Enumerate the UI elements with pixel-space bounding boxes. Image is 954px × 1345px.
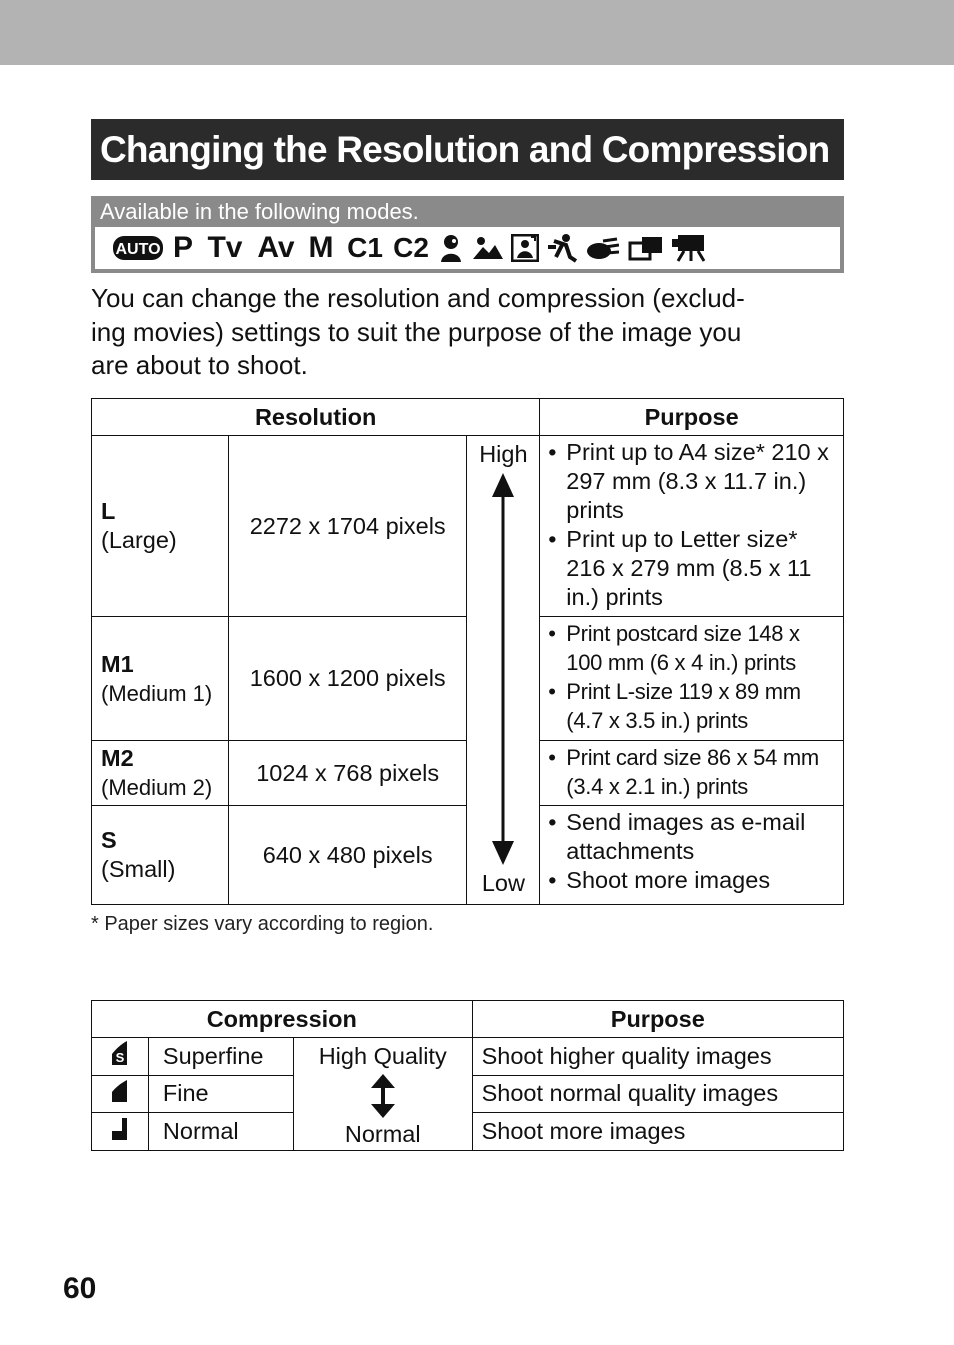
purpose-header: Purpose	[540, 399, 844, 436]
purpose-item: • Shoot more images	[548, 866, 837, 895]
scale-high-label: High	[479, 441, 528, 467]
page-number: 60	[63, 1272, 97, 1305]
auto-mode-icon	[109, 230, 167, 266]
purpose-cell	[540, 806, 844, 905]
resolution-code: S	[101, 827, 117, 853]
fast-shutter-mode-icon	[543, 230, 581, 266]
resolution-pixels: 1600 x 1200 pixels	[228, 617, 467, 741]
intro-line: ing movies) settings to suit the purpose of the image you	[91, 316, 742, 347]
compression-name: Superfine	[148, 1038, 293, 1076]
resolution-name: (Medium 1)	[101, 680, 213, 706]
resolution-label-medium1	[92, 617, 229, 741]
purpose-cell	[540, 617, 844, 741]
purpose-item: • Print postcard size 148 x 100 mm (6 x 4 in.) prints	[548, 619, 837, 677]
stitch-assist-mode-icon	[623, 230, 669, 266]
top-bar	[0, 0, 954, 65]
night-scene-mode-icon	[507, 230, 543, 266]
compression-header: Compression	[92, 1001, 473, 1038]
fine-icon	[92, 1075, 149, 1113]
purpose-item: • Send images as e-mail attachments	[548, 808, 837, 866]
compression-purpose: Shoot normal quality images	[472, 1075, 843, 1113]
landscape-mode-icon	[469, 230, 507, 266]
auto-mode-text: AUTO	[115, 241, 161, 258]
resolution-label-small	[92, 806, 229, 905]
footnote: * Paper sizes vary according to region.	[91, 913, 434, 935]
compression-purpose: Shoot more images	[472, 1113, 843, 1151]
manual-mode-icon: M	[308, 231, 334, 264]
movie-mode-icon	[669, 230, 709, 266]
intro-line: are about to shoot.	[91, 350, 308, 380]
resolution-header: Resolution	[92, 399, 540, 436]
vertical-double-arrow-icon	[370, 1074, 396, 1118]
intro-line: You can change the resolution and compression (exclud-	[91, 283, 745, 313]
c2-mode-icon: C2	[393, 232, 429, 263]
resolution-scale	[467, 436, 540, 905]
resolution-name: (Small)	[101, 856, 176, 882]
page-title: Changing the Resolution and Compression	[91, 119, 844, 180]
modes-icon-row	[95, 227, 840, 269]
resolution-pixels: 2272 x 1704 pixels	[228, 436, 467, 617]
compression-table	[91, 1000, 844, 1151]
compression-scale-high: High Quality	[318, 1043, 447, 1069]
compression-scale	[293, 1038, 472, 1151]
resolution-code: M2	[101, 745, 134, 771]
c1-mode-icon: C1	[347, 232, 383, 263]
compression-purpose: Shoot higher quality images	[472, 1038, 843, 1076]
resolution-label-medium2	[92, 741, 229, 806]
resolution-table	[91, 398, 844, 905]
slow-shutter-mode-icon	[581, 230, 623, 266]
resolution-pixels: 1024 x 768 pixels	[228, 741, 467, 806]
resolution-name: (Large)	[101, 527, 177, 553]
compression-purpose-header: Purpose	[472, 1001, 843, 1038]
purpose-cell	[540, 741, 844, 806]
scale-low-label: Low	[481, 870, 525, 896]
portrait-mode-icon	[433, 230, 469, 266]
purpose-item: • Print up to A4 size* 210 x 297 mm (8.3 x 11.7 in.) prints	[548, 438, 837, 525]
av-mode-icon: Av	[257, 231, 295, 264]
purpose-item: • Print L-size 119 x 89 mm (4.7 x 3.5 in.) prints	[548, 677, 837, 735]
normal-icon	[92, 1113, 149, 1151]
program-mode-icon: P	[172, 231, 193, 264]
compression-name: Normal	[148, 1113, 293, 1151]
modes-box	[91, 196, 844, 273]
tv-mode-icon: Tv	[207, 231, 243, 264]
purpose-item: • Print card size 86 x 54 mm (3.4 x 2.1 in.) prints	[548, 743, 837, 801]
compression-scale-low: Normal	[344, 1121, 421, 1147]
resolution-pixels: 640 x 480 pixels	[228, 806, 467, 905]
superfine-icon	[92, 1038, 149, 1076]
resolution-code: L	[101, 498, 116, 524]
resolution-label-large	[92, 436, 229, 617]
purpose-item: • Print up to Letter size* 216 x 279 mm (8.5 x 11 in.) prints	[548, 525, 837, 612]
resolution-code: M1	[101, 650, 134, 677]
compression-name: Fine	[148, 1075, 293, 1113]
modes-label: Available in the following modes.	[100, 199, 419, 224]
resolution-name: (Medium 2)	[101, 775, 213, 800]
vertical-double-arrow-icon	[488, 473, 518, 865]
svg-text:S: S	[115, 1050, 125, 1066]
purpose-cell	[540, 436, 844, 617]
intro-text	[91, 282, 851, 383]
